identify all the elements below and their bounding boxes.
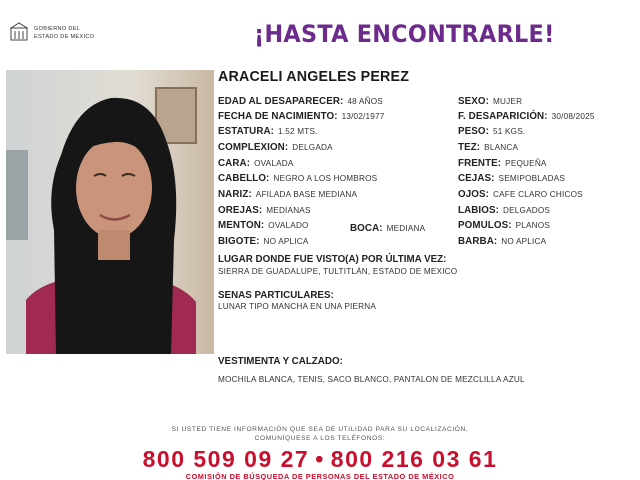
field-age — [218, 96, 383, 108]
field-forehead — [458, 158, 547, 170]
field-ears — [218, 205, 311, 217]
field-value: PEQUEÑA — [505, 159, 547, 168]
contact-note-line1: SI USTED TIENE INFORMACIÓN QUE SEA DE UTILIDAD PARA SU LOCALIZACIÓN, — [171, 426, 469, 433]
last-seen-text: SIERRA DE GUADALUPE, TULTITLÁN, ESTADO DE MEXICO — [218, 267, 458, 276]
field-birthdate — [218, 111, 385, 123]
field-value: NO APLICA — [501, 237, 547, 246]
field-cheekbones — [458, 220, 550, 232]
field-label: BOCA: — [350, 223, 383, 234]
field-label: CEJAS: — [458, 173, 495, 184]
last-seen-title: LUGAR DONDE FUE VISTO(A) POR ÚLTIMA VEZ: — [218, 254, 447, 265]
field-label: CABELLO: — [218, 173, 270, 184]
phone-numbers — [0, 446, 640, 473]
field-value: OVALADO — [268, 221, 309, 230]
field-label: MENTON: — [218, 220, 265, 231]
person-name: ARACELI ANGELES PEREZ — [218, 68, 410, 85]
field-label: SEXO: — [458, 96, 489, 107]
field-mouth — [350, 223, 425, 235]
clothing-title: VESTIMENTA Y CALZADO: — [218, 356, 343, 367]
field-label: OREJAS: — [218, 205, 263, 216]
marks-text: LUNAR TIPO MANCHA EN UNA PIERNA — [218, 302, 377, 311]
field-label: TEZ: — [458, 142, 481, 153]
government-logo — [10, 22, 130, 50]
phone-number-1[interactable]: 800 509 09 27 — [142, 446, 310, 472]
logo-text-line1: GOBIERNO DEL — [34, 26, 81, 32]
field-value: BLANCA — [484, 143, 519, 152]
field-value: MEDIANAS — [266, 206, 311, 215]
field-beard — [458, 236, 546, 248]
field-label: NARIZ: — [218, 189, 252, 200]
field-value: DELGADOS — [502, 206, 551, 215]
field-label: CARA: — [218, 158, 251, 169]
field-label: EDAD AL DESAPARECER: — [218, 96, 344, 107]
field-value: 1.52 MTS. — [278, 127, 318, 136]
marks-title: SENAS PARTICULARES: — [218, 290, 334, 301]
field-eyebrows — [458, 173, 565, 185]
field-label: OJOS: — [458, 189, 489, 200]
field-complexion — [458, 142, 518, 154]
field-label: FRENTE: — [458, 158, 502, 169]
field-height — [218, 126, 318, 138]
field-label: ESTATURA: — [218, 126, 275, 137]
phone-number-2[interactable]: 800 216 03 61 — [330, 446, 498, 472]
field-lips — [458, 205, 550, 217]
field-chin — [218, 220, 309, 232]
field-value: CAFE CLARO CHICOS — [493, 190, 583, 199]
field-value: OVALADA — [254, 159, 294, 168]
logo-text-line2: ESTADO DE MÉXICO — [34, 34, 95, 40]
field-eyes — [458, 189, 583, 201]
field-value: MUJER — [493, 97, 523, 106]
field-label: BARBA: — [458, 236, 498, 247]
field-value: 51 KGS. — [493, 127, 526, 136]
field-nose — [218, 189, 357, 201]
field-sex — [458, 96, 522, 108]
field-value: AFILADA BASE MEDIANA — [255, 190, 358, 199]
contact-note-line2: COMUNÍQUESE A LOS TELÉFONOS: — [254, 435, 386, 442]
state-emblem-icon — [10, 22, 28, 42]
field-label: F. DESAPARICIÓN: — [458, 111, 548, 122]
field-label: FECHA DE NACIMIENTO: — [218, 111, 338, 122]
field-hair — [218, 173, 377, 185]
field-label: COMPLEXION: — [218, 142, 289, 153]
field-weight — [458, 126, 525, 138]
field-label: LABIOS: — [458, 205, 499, 216]
field-value: 48 AÑOS — [347, 97, 383, 106]
commission-name: COMISIÓN DE BÚSQUEDA DE PERSONAS DEL ESTADO DE MÉXICO — [185, 472, 455, 480]
field-value: SEMIPOBLADAS — [498, 174, 566, 183]
clothing-text: MOCHILA BLANCA, TENIS, SACO BLANCO, PANTALON DE MEZCLILLA AZUL — [218, 375, 525, 384]
field-value: 13/02/1977 — [341, 112, 385, 121]
field-value: NO APLICA — [263, 237, 309, 246]
field-mustache — [218, 236, 309, 248]
field-label: PESO: — [458, 126, 489, 137]
field-value: PLANOS — [515, 221, 551, 230]
field-build — [218, 142, 333, 154]
field-label: POMULOS: — [458, 220, 512, 231]
phone-separator: • — [315, 446, 325, 472]
field-value: 30/08/2025 — [551, 112, 595, 121]
field-value: NEGRO A LOS HOMBROS — [273, 174, 378, 183]
field-label: BIGOTE: — [218, 236, 260, 247]
field-face — [218, 158, 294, 170]
missing-person-photo — [6, 70, 214, 354]
headline: ¡HASTA ENCONTRARLE! — [254, 20, 555, 48]
field-value: MEDIANA — [386, 224, 426, 233]
field-disappearance-date — [458, 111, 595, 123]
field-value: DELGADA — [292, 143, 333, 152]
